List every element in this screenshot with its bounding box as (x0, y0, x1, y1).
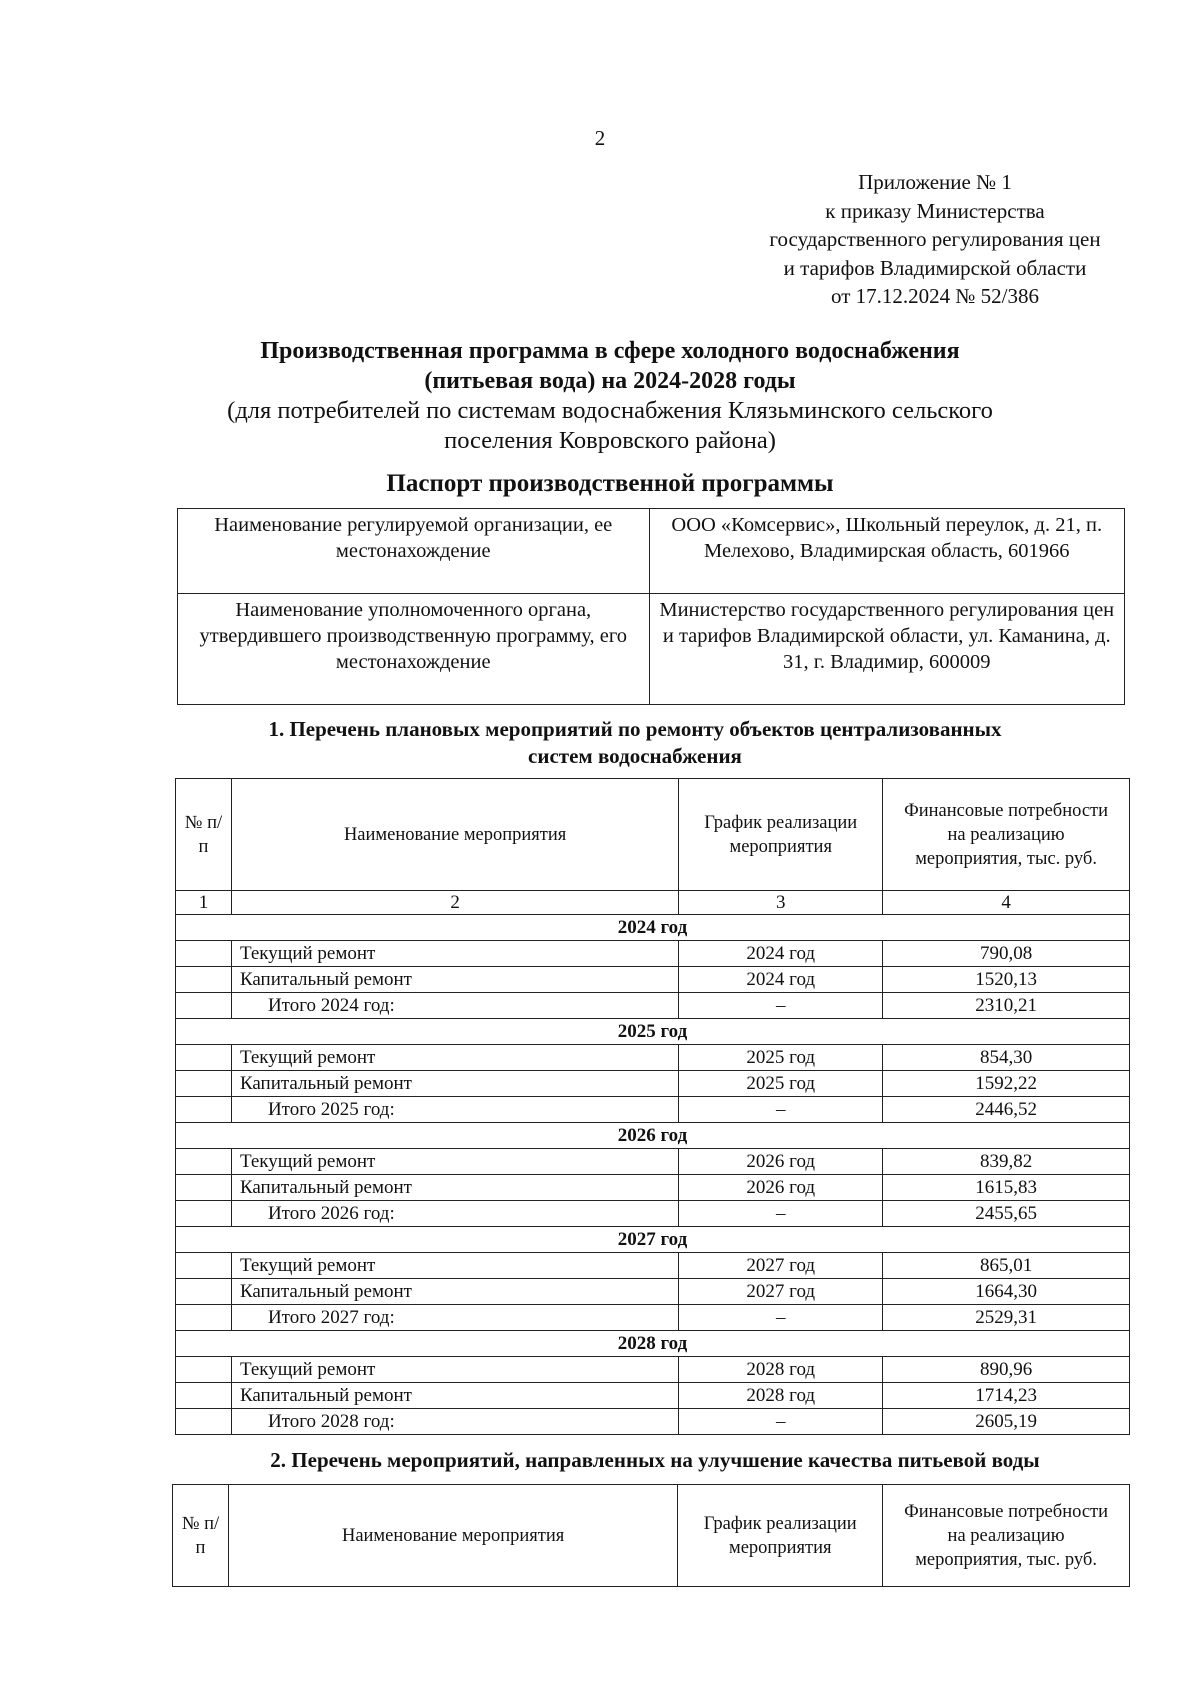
appendix-line: и тарифов Владимирской области (783, 255, 1087, 280)
activity-name: Капитальный ремонт (231, 1383, 678, 1409)
total-name: Итого 2025 год: (231, 1097, 678, 1123)
passport-label: Наименование уполномоченного органа, утвердившего производственную программу, его местонахождение (178, 594, 650, 705)
document-title (150, 336, 1070, 456)
header-finance: Финансовые потребности на реализацию мероприятия, тыс. руб. (883, 779, 1130, 891)
title-line-1: Производственная программа в сфере холодного водоснабжения (260, 338, 960, 364)
total-row (176, 1097, 1130, 1123)
activity-name: Текущий ремонт (231, 1149, 678, 1175)
total-row (176, 1201, 1130, 1227)
section-1-title (160, 716, 1110, 770)
total-row (176, 1409, 1130, 1435)
total-schedule: – (679, 1201, 883, 1227)
appendix-line: от 17.12.2024 № 52/386 (830, 284, 1040, 308)
passport-table (177, 508, 1125, 705)
column-number-row (176, 891, 1130, 915)
header-num: № п/п (173, 1485, 229, 1587)
header-schedule: График реализации мероприятия (679, 779, 883, 891)
activity-value: 1615,83 (883, 1175, 1130, 1201)
repair-plan-table (175, 778, 1130, 1435)
passport-value: ООО «Комсервис», Школьный переулок, д. 21, п. Мелехово, Владимирская область, 601966 (649, 509, 1125, 594)
year-label: 2028 год (176, 1331, 1130, 1357)
header-name: Наименование мероприятия (231, 779, 678, 891)
year-row (176, 1227, 1130, 1253)
activity-name: Капитальный ремонт (231, 1279, 678, 1305)
section-1-title-line: систем водоснабжения (528, 744, 742, 768)
year-row (176, 1331, 1130, 1357)
table-row (176, 1383, 1130, 1409)
total-name: Итого 2027 год: (231, 1305, 678, 1331)
title-line-2: (питьевая вода) на 2024-2028 годы (424, 368, 796, 394)
activity-value: 890,96 (883, 1357, 1130, 1383)
year-row (176, 915, 1130, 941)
year-row (176, 1019, 1130, 1045)
total-row (176, 1305, 1130, 1331)
column-number: 1 (176, 891, 232, 915)
page-number: 2 (594, 126, 606, 150)
total-name: Итого 2026 год: (231, 1201, 678, 1227)
total-value: 2310,21 (883, 993, 1130, 1019)
activity-name: Текущий ремонт (231, 1357, 678, 1383)
section-2-title: 2. Перечень мероприятий, направленных на улучшение качества питьевой воды (270, 1448, 1040, 1472)
activity-schedule: 2028 год (679, 1383, 883, 1409)
activity-name: Капитальный ремонт (231, 1175, 678, 1201)
activity-schedule: 2028 год (679, 1357, 883, 1383)
total-schedule: – (679, 1409, 883, 1435)
activity-value: 865,01 (883, 1253, 1130, 1279)
title-line-3: (для потребителей по системам водоснабжения Клязьминского сельского (227, 397, 993, 424)
activity-value: 839,82 (883, 1149, 1130, 1175)
total-value: 2529,31 (883, 1305, 1130, 1331)
activity-name: Текущий ремонт (231, 1045, 678, 1071)
appendix-line: Приложение № 1 (858, 170, 1012, 194)
activity-schedule: 2025 год (679, 1071, 883, 1097)
year-label: 2027 год (176, 1227, 1130, 1253)
activity-value: 1592,22 (883, 1071, 1130, 1097)
table-row (176, 941, 1130, 967)
activity-value: 1520,13 (883, 967, 1130, 993)
column-number: 4 (883, 891, 1130, 915)
year-label: 2025 год (176, 1019, 1130, 1045)
header-finance: Финансовые потребности на реализацию мероприятия, тыс. руб. (883, 1485, 1130, 1587)
table-row (176, 967, 1130, 993)
year-label: 2026 год (176, 1123, 1130, 1149)
activity-schedule: 2026 год (679, 1149, 883, 1175)
year-row (176, 1123, 1130, 1149)
header-name: Наименование мероприятия (228, 1485, 677, 1587)
activity-value: 1664,30 (883, 1279, 1130, 1305)
total-schedule: – (679, 1097, 883, 1123)
activity-schedule: 2025 год (679, 1045, 883, 1071)
activity-name: Капитальный ремонт (231, 1071, 678, 1097)
appendix-line: государственного регулирования цен (769, 227, 1101, 251)
activity-schedule: 2027 год (679, 1279, 883, 1305)
title-line-4: поселения Ковровского района) (444, 427, 776, 454)
passport-title: Паспорт производственной программы (386, 470, 834, 497)
total-value: 2605,19 (883, 1409, 1130, 1435)
total-schedule: – (679, 993, 883, 1019)
activity-schedule: 2027 год (679, 1253, 883, 1279)
table-row (176, 1357, 1130, 1383)
column-number: 3 (679, 891, 883, 915)
passport-row (178, 594, 1125, 705)
total-name: Итого 2024 год: (231, 993, 678, 1019)
table-row (176, 1253, 1130, 1279)
activity-name: Капитальный ремонт (231, 967, 678, 993)
table-row (176, 1071, 1130, 1097)
appendix-line: к приказу Министерства (825, 198, 1045, 223)
total-value: 2446,52 (883, 1097, 1130, 1123)
total-name: Итого 2028 год: (231, 1409, 678, 1435)
activity-schedule: 2024 год (679, 941, 883, 967)
total-row (176, 993, 1130, 1019)
activity-value: 790,08 (883, 941, 1130, 967)
activity-name: Текущий ремонт (231, 1253, 678, 1279)
table-row (176, 1175, 1130, 1201)
activity-value: 1714,23 (883, 1383, 1130, 1409)
activity-schedule: 2024 год (679, 967, 883, 993)
total-value: 2455,65 (883, 1201, 1130, 1227)
passport-row (178, 509, 1125, 594)
activity-schedule: 2026 год (679, 1175, 883, 1201)
appendix-block (700, 168, 1170, 311)
table-row (176, 1279, 1130, 1305)
water-quality-table (172, 1484, 1130, 1587)
table-header-row (173, 1485, 1130, 1587)
table-row (176, 1149, 1130, 1175)
table-row (176, 1045, 1130, 1071)
passport-label: Наименование регулируемой организации, ее местонахождение (178, 509, 650, 594)
total-schedule: – (679, 1305, 883, 1331)
column-number: 2 (231, 891, 678, 915)
header-num: № п/п (176, 779, 232, 891)
table-header-row (176, 779, 1130, 891)
section-1-title-line: 1. Перечень плановых мероприятий по ремонту объектов централизованных (268, 717, 1002, 741)
year-label: 2024 год (176, 915, 1130, 941)
activity-name: Текущий ремонт (231, 941, 678, 967)
passport-value: Министерство государственного регулирования цен и тарифов Владимирской области, ул. Каманина, д. 31, г. Владимир, 600009 (649, 594, 1125, 705)
header-schedule: График реализации мероприятия (678, 1485, 883, 1587)
activity-value: 854,30 (883, 1045, 1130, 1071)
